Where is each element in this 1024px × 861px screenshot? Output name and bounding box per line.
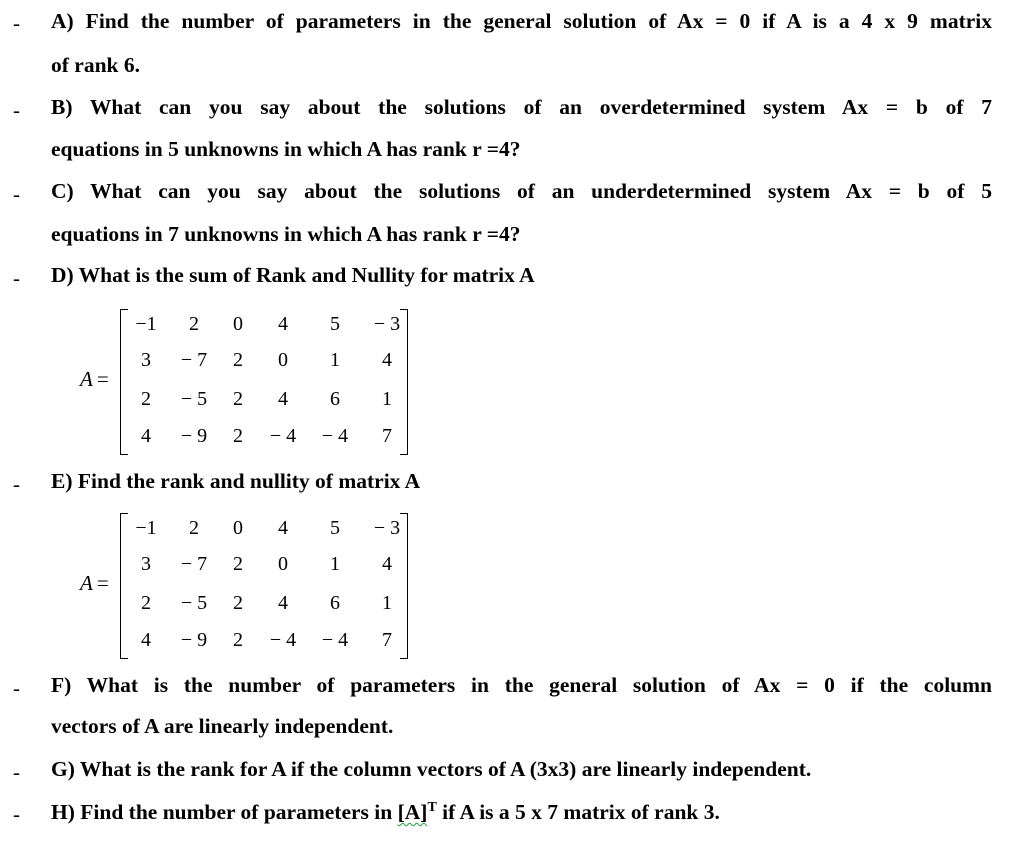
matrix-cell: − 4 xyxy=(321,629,349,651)
question-h-superscript: T xyxy=(427,800,437,815)
matrix-cell: 1 xyxy=(330,349,340,371)
matrix-cell: 4 xyxy=(278,313,288,335)
question-a-line-2: of rank 6. xyxy=(51,53,140,77)
question-a-line-1: A) Find the number of parameters in the general solution of Ax = 0 if A is a 4 x 9 matrix xyxy=(51,9,992,33)
matrix-cell: − 7 xyxy=(180,553,208,575)
matrix-cell: − 4 xyxy=(269,425,297,447)
bullet-dash: - xyxy=(13,760,20,784)
bullet-dash: - xyxy=(13,472,20,496)
matrix-cell: 2 xyxy=(141,388,151,410)
matrix-cell: − 4 xyxy=(321,425,349,447)
question-f-line-1: F) What is the number of parameters in the general solution of Ax = 0 if the column xyxy=(51,673,992,697)
matrix-cell: 4 xyxy=(382,553,392,575)
question-c-line-2: equations in 7 unknowns in which A has rank r =4? xyxy=(51,222,521,246)
matrix-equals: = xyxy=(96,571,109,595)
matrix-cell: 4 xyxy=(141,425,151,447)
question-f-line-2: vectors of A are linearly independent. xyxy=(51,714,394,738)
question-c-line-1: C) What can you say about the solutions of an underdetermined system Ax = b of 5 xyxy=(51,179,992,203)
matrix-cell: −1 xyxy=(135,517,157,539)
matrix-cell: 2 xyxy=(189,517,199,539)
matrix-cell: 6 xyxy=(330,388,340,410)
matrix-cell: 0 xyxy=(233,313,243,335)
matrix-cell: 2 xyxy=(233,349,243,371)
bullet-dash: - xyxy=(13,266,20,290)
question-h-line-1 xyxy=(51,801,992,824)
matrix-e xyxy=(120,513,408,659)
matrix-cell: 3 xyxy=(141,553,151,575)
matrix-cell: 2 xyxy=(233,592,243,614)
matrix-cell: 2 xyxy=(189,313,199,335)
matrix-cell: 1 xyxy=(330,553,340,575)
bullet-dash: - xyxy=(13,802,20,826)
question-h-prefix: H) Find the number of parameters in xyxy=(51,800,398,824)
matrix-cell: 4 xyxy=(382,349,392,371)
matrix-cell: − 7 xyxy=(180,349,208,371)
question-h-suffix: if A is a 5 x 7 matrix of rank 3. xyxy=(436,800,720,824)
matrix-cell: − 9 xyxy=(180,629,208,651)
question-b-line-2: equations in 5 unknowns in which A has rank r =4? xyxy=(51,137,521,161)
matrix-cell: 1 xyxy=(382,388,392,410)
matrix-cell: − 5 xyxy=(180,388,208,410)
matrix-cell: − 3 xyxy=(373,313,401,335)
matrix-cell: 4 xyxy=(278,592,288,614)
question-e-line-1: E) Find the rank and nullity of matrix A xyxy=(51,469,421,493)
matrix-cell: 1 xyxy=(382,592,392,614)
matrix-cell: − 3 xyxy=(373,517,401,539)
matrix-cell: − 4 xyxy=(269,629,297,651)
matrix-cell: 2 xyxy=(233,553,243,575)
matrix-cell: 4 xyxy=(278,388,288,410)
matrix-cell: 7 xyxy=(382,629,392,651)
bullet-dash: - xyxy=(13,676,20,700)
matrix-d xyxy=(120,309,408,455)
matrix-cell: 4 xyxy=(141,629,151,651)
bullet-dash: - xyxy=(13,98,20,122)
matrix-cell: −1 xyxy=(135,313,157,335)
matrix-cell: 2 xyxy=(233,425,243,447)
matrix-cell: 0 xyxy=(278,349,288,371)
matrix-cell: − 5 xyxy=(180,592,208,614)
matrix-cell: 2 xyxy=(233,629,243,651)
matrix-cell: 5 xyxy=(330,313,340,335)
matrix-cell: 2 xyxy=(141,592,151,614)
matrix-cell: 6 xyxy=(330,592,340,614)
matrix-cell: 4 xyxy=(278,517,288,539)
bullet-dash: - xyxy=(13,11,20,35)
matrix-cell: 2 xyxy=(233,388,243,410)
question-h-symbol: [A] xyxy=(397,800,428,824)
matrix-cell: 5 xyxy=(330,517,340,539)
question-d-line-1: D) What is the sum of Rank and Nullity for matrix A xyxy=(51,263,535,287)
question-b-line-1: B) What can you say about the solutions of an overdetermined system Ax = b of 7 xyxy=(51,95,992,119)
matrix-cell: − 9 xyxy=(180,425,208,447)
matrix-cell: 0 xyxy=(278,553,288,575)
matrix-name: A xyxy=(80,571,93,595)
matrix-cell: 7 xyxy=(382,425,392,447)
matrix-name: A xyxy=(80,367,93,391)
matrix-equals: = xyxy=(96,367,109,391)
matrix-cell: 3 xyxy=(141,349,151,371)
question-g-line-1: G) What is the rank for A if the column vectors of A (3x3) are linearly independent. xyxy=(51,757,812,781)
bullet-dash: - xyxy=(13,182,20,206)
matrix-label xyxy=(80,369,109,390)
matrix-label xyxy=(80,573,109,594)
matrix-cell: 0 xyxy=(233,517,243,539)
